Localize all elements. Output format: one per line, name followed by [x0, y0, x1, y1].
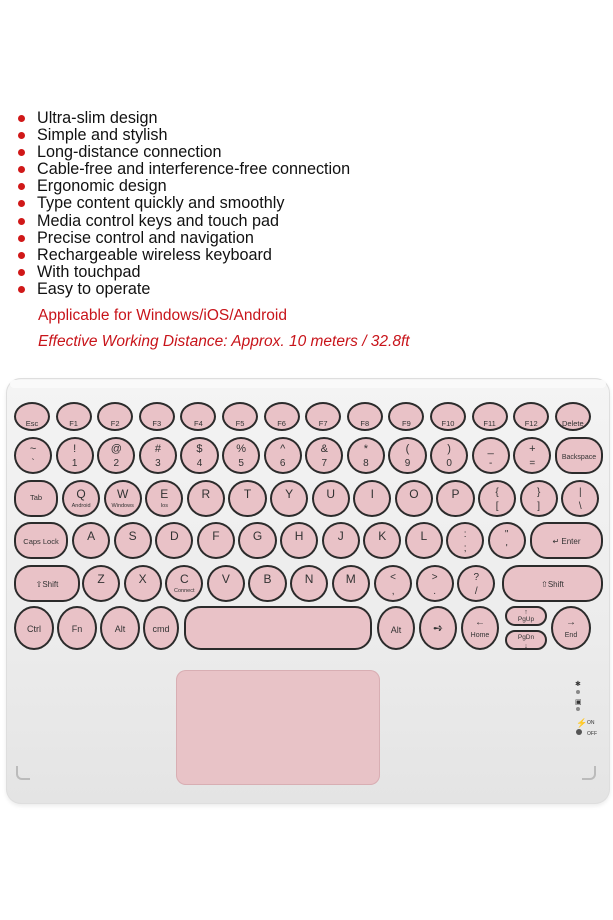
key-label: N — [304, 572, 314, 586]
key-label: . — [433, 586, 437, 597]
key-caps-lock[interactable] — [14, 522, 68, 559]
key-label: 7 — [321, 458, 328, 469]
key-s[interactable] — [114, 522, 152, 559]
key-label: ! — [73, 443, 77, 455]
feature-item: With touchpad — [16, 264, 350, 281]
key-label: / — [474, 586, 478, 597]
key-a[interactable] — [72, 522, 110, 559]
key-ctrl[interactable] — [14, 606, 54, 650]
key-label: K — [378, 529, 387, 543]
key-6[interactable] — [264, 437, 302, 474]
key-shift-right[interactable] — [502, 565, 603, 602]
key-label: O — [409, 487, 419, 501]
key-label: @ — [110, 443, 122, 455]
key-f10[interactable] — [430, 402, 466, 431]
key-label: & — [320, 443, 328, 455]
key-label: 8 — [363, 458, 369, 469]
key-symbol[interactable] — [513, 437, 551, 474]
key-label: ~ — [29, 443, 37, 455]
key-label: 9 — [404, 458, 411, 469]
key-symbol[interactable] — [374, 565, 412, 602]
key-1[interactable] — [56, 437, 94, 474]
key-pgdn[interactable] — [505, 630, 547, 650]
touchpad[interactable] — [176, 670, 380, 785]
key-label: A — [87, 529, 96, 543]
key-label: Z — [97, 572, 105, 586]
key-label: Fn — [71, 624, 83, 634]
key-label: 2 — [113, 458, 120, 469]
key-alt-left[interactable] — [100, 606, 140, 650]
key-m[interactable] — [332, 565, 370, 602]
key-label: F9 — [402, 419, 411, 428]
key-label: 0 — [446, 458, 452, 469]
key-label: P — [451, 487, 460, 501]
feature-item: Cable-free and interference-free connection — [16, 161, 350, 178]
key-label: ' — [505, 543, 508, 554]
key-label: T — [243, 487, 252, 501]
key-label: G — [252, 529, 263, 543]
key-label: F5 — [235, 419, 245, 428]
key-y[interactable] — [270, 480, 308, 517]
key-label: \ — [578, 501, 582, 512]
key-label: $ — [196, 443, 203, 455]
key-space[interactable] — [184, 606, 372, 650]
key-label: # — [154, 443, 161, 455]
key-end[interactable] — [551, 606, 591, 650]
key-label: Ios — [160, 503, 168, 509]
key-label: * — [363, 443, 369, 455]
key-label: - — [489, 458, 493, 469]
key-r[interactable] — [187, 480, 225, 517]
key-label: cmd — [152, 624, 170, 634]
key-symbol[interactable] — [14, 437, 52, 474]
key-9[interactable] — [388, 437, 426, 474]
key-label: PgUp — [517, 616, 535, 623]
key-l[interactable] — [405, 522, 443, 559]
key-label: F1 — [69, 419, 78, 428]
key-v[interactable] — [207, 565, 245, 602]
key-label: | — [578, 487, 582, 498]
key-label: ) — [447, 443, 451, 455]
charge-icon: ⚡ — [576, 718, 588, 728]
key-delete[interactable] — [555, 402, 591, 431]
key-shift-left[interactable] — [14, 565, 80, 602]
key-f3[interactable] — [139, 402, 175, 431]
key-t[interactable] — [228, 480, 266, 517]
key-f12[interactable] — [513, 402, 549, 431]
key-label: 5 — [238, 458, 244, 469]
key-label: = — [529, 458, 536, 469]
caps-indicator-icon: ▣ — [575, 699, 582, 706]
key-label: J — [337, 529, 344, 543]
key-f11[interactable] — [472, 402, 508, 431]
key-label: L — [420, 529, 428, 543]
key-label: ↑ — [524, 609, 528, 616]
key-label: Connect — [174, 588, 195, 594]
key-backspace[interactable] — [555, 437, 603, 474]
key-label: Caps Lock — [23, 537, 59, 546]
key-label: ⇧Shift — [541, 580, 564, 589]
key-label: Y — [285, 487, 294, 501]
key-label: F12 — [524, 419, 538, 428]
key-f9[interactable] — [388, 402, 424, 431]
key-fn[interactable] — [57, 606, 97, 650]
key-z[interactable] — [82, 565, 120, 602]
key-label: Alt — [114, 624, 126, 634]
corner-mark — [16, 766, 30, 780]
key-label: V — [221, 572, 230, 586]
key-j[interactable] — [322, 522, 360, 559]
key-label: F3 — [152, 419, 162, 428]
key-label: R — [201, 487, 211, 501]
key-cmd[interactable] — [143, 606, 179, 650]
key-label: _ — [487, 443, 494, 455]
key-label: M — [345, 572, 356, 586]
key-alt-right[interactable] — [377, 606, 415, 650]
key-label: Q — [76, 487, 86, 501]
key-label: ] — [537, 501, 541, 512]
key-7[interactable] — [305, 437, 343, 474]
key-0[interactable] — [430, 437, 468, 474]
key-label: ? — [473, 572, 480, 583]
feature-item: Rechargeable wireless keyboard — [16, 247, 350, 264]
key-label: W — [117, 487, 129, 501]
feature-item: Easy to operate — [16, 281, 350, 298]
key-label: Delete — [561, 419, 584, 428]
key-label: F10 — [441, 419, 455, 428]
compatibility-text: Applicable for Windows/iOS/Android — [38, 307, 287, 324]
key-b[interactable] — [248, 565, 286, 602]
key-f7[interactable] — [305, 402, 341, 431]
key-f1[interactable] — [56, 402, 92, 431]
key-label: " — [504, 529, 509, 540]
key-pgup[interactable] — [505, 606, 547, 626]
feature-item: Ultra-slim design — [16, 110, 350, 127]
key-o[interactable] — [395, 480, 433, 517]
key-label: F — [212, 529, 220, 543]
key-label: B — [263, 572, 272, 586]
key-symbol[interactable] — [416, 565, 454, 602]
corner-mark — [582, 766, 596, 780]
key-3[interactable] — [139, 437, 177, 474]
key-4[interactable] — [180, 437, 218, 474]
key-label: , — [391, 586, 395, 597]
key-n[interactable] — [290, 565, 328, 602]
key-symbol[interactable] — [488, 522, 526, 559]
key-h[interactable] — [280, 522, 318, 559]
key-f5[interactable] — [222, 402, 258, 431]
power-on-label: ON — [587, 720, 595, 726]
key-label: < — [390, 572, 397, 583]
keyboard-top-edge — [10, 380, 606, 388]
key-w[interactable] — [104, 480, 142, 517]
key-label: F11 — [483, 419, 496, 428]
key-label: 3 — [155, 458, 161, 469]
key-label: ; — [463, 543, 467, 554]
key-label: → — [566, 617, 576, 628]
key-label: Android — [71, 503, 91, 509]
key-home[interactable] — [461, 606, 499, 650]
key-label: U — [326, 487, 336, 501]
key-label: ← — [475, 617, 485, 628]
key-media[interactable] — [419, 606, 457, 650]
key-symbol[interactable] — [561, 480, 599, 517]
power-off-label: OFF — [587, 731, 597, 737]
key-label: I — [370, 487, 374, 501]
key-label: } — [537, 487, 541, 498]
key-f4[interactable] — [180, 402, 216, 431]
key-label: ^ — [280, 443, 286, 455]
key-symbol[interactable] — [478, 480, 516, 517]
key-5[interactable] — [222, 437, 260, 474]
key-label: + — [529, 443, 536, 455]
key-label: { — [495, 487, 499, 498]
key-p[interactable] — [436, 480, 474, 517]
key-label: F2 — [110, 419, 120, 428]
key-label: Home — [470, 632, 490, 639]
feature-item: Simple and stylish — [16, 127, 350, 144]
key-label: Tab — [29, 493, 43, 502]
key-label: Backspace — [561, 454, 597, 461]
key-label: F4 — [194, 419, 203, 428]
feature-item: Precise control and navigation — [16, 230, 350, 247]
feature-item: Long-distance connection — [16, 144, 350, 161]
key-symbol[interactable] — [520, 480, 558, 517]
key-symbol[interactable] — [446, 522, 484, 559]
key-label: F8 — [360, 419, 370, 428]
key-2[interactable] — [97, 437, 135, 474]
key-symbol[interactable] — [472, 437, 510, 474]
feature-list — [16, 110, 350, 298]
key-label: : — [463, 529, 467, 540]
key-f8[interactable] — [347, 402, 383, 431]
key-esc[interactable] — [14, 402, 50, 431]
key-u[interactable] — [312, 480, 350, 517]
key-label: PgDn — [517, 634, 535, 641]
key-label: ` — [31, 458, 35, 469]
key-x[interactable] — [124, 565, 162, 602]
bluetooth-icon: ✱ — [575, 681, 581, 688]
key-f2[interactable] — [97, 402, 133, 431]
key-enter[interactable] — [530, 522, 603, 559]
key-label: F7 — [318, 419, 328, 428]
feature-item: Media control keys and touch pad — [16, 213, 350, 230]
key-label: ↓ — [524, 643, 528, 650]
key-label: % — [236, 443, 246, 455]
key-label: S — [128, 529, 137, 543]
key-label: End — [564, 632, 578, 639]
status-led — [576, 690, 580, 694]
key-label: ( — [405, 443, 410, 455]
feature-item: Ergonomic design — [16, 178, 350, 195]
key-label: H — [294, 529, 304, 543]
key-label: Esc — [25, 419, 39, 428]
key-label: X — [138, 572, 147, 586]
key-label: ↵ Enter — [552, 537, 581, 546]
feature-item: Type content quickly and smoothly — [16, 195, 350, 212]
key-label: Alt — [390, 625, 402, 635]
key-f[interactable] — [197, 522, 235, 559]
power-switch[interactable] — [576, 729, 582, 735]
key-label: > — [431, 572, 438, 583]
key-label: 4 — [196, 458, 203, 469]
key-label: Ctrl — [27, 624, 41, 634]
working-distance-text: Effective Working Distance: Approx. 10 meters / 32.8ft — [38, 333, 410, 350]
key-label: ⇧Shift — [35, 580, 59, 589]
caps-led — [576, 707, 580, 711]
key-label: [ — [495, 501, 499, 512]
key-f6[interactable] — [264, 402, 300, 431]
key-g[interactable] — [238, 522, 276, 559]
key-symbol[interactable] — [457, 565, 495, 602]
key-label: D — [169, 529, 179, 543]
key-label: 1 — [71, 458, 78, 469]
key-label: Windows — [111, 503, 134, 509]
key-label: C — [179, 572, 189, 586]
key-q[interactable] — [62, 480, 100, 517]
key-label: 6 — [279, 458, 286, 469]
key-label: F6 — [277, 419, 286, 428]
key-label: E — [160, 487, 169, 501]
key-tab[interactable] — [14, 480, 58, 517]
key-8[interactable] — [347, 437, 385, 474]
key-label: ➺ — [432, 621, 444, 635]
